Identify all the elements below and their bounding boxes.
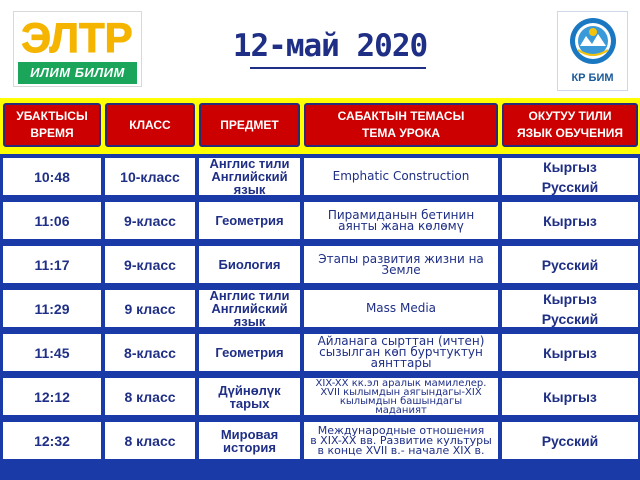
kr-bim-label: КР БИМ [571,72,614,84]
subject-cell: Мировая история [199,422,300,459]
table-row [0,202,640,239]
class-cell: 9 класс [105,290,195,327]
time-cell: 12:32 [3,422,101,459]
class-cell: 9-класс [105,246,195,283]
kyrgyz-emblem-icon [568,16,618,66]
table-row [0,334,640,371]
time-cell: 11:45 [3,334,101,371]
class-cell: 8-класс [105,334,195,371]
schedule-table [0,154,640,480]
time-cell: 12:12 [3,378,101,415]
ilim-bilim-label: ИЛИМ БИЛИМ [18,62,137,84]
subject-cell: Геометрия [199,202,300,239]
language-cell: Кыргыз Русский [502,158,638,195]
language-cell: Кыргыз [502,202,638,239]
class-cell: 8 класс [105,378,195,415]
table-row [0,246,640,283]
topic-cell: Айланага сырттан (ичтен) сызылган көп бурчтуктун аянттары [304,334,498,371]
topic-cell: XIX-XX кк.эл аралык мамилелер. XVII кылымдын аягындагы-XIX кылымдын башындагы маданият [304,378,498,415]
topic-cell: Mass Media [304,290,498,327]
time-cell: 11:06 [3,202,101,239]
column-header-topic: САБАКТЫН ТЕМАСЫ ТЕМА УРОКА [304,103,498,147]
page-header [0,0,640,98]
table-row [0,158,640,195]
language-cell: Кыргыз [502,334,638,371]
topic-cell: Этапы развития жизни на Земле [304,246,498,283]
column-header-language: ОКУТУУ ТИЛИ ЯЗЫК ОБУЧЕНИЯ [502,103,638,147]
language-cell: Кыргыз [502,378,638,415]
subject-cell: Геометрия [199,334,300,371]
page-title: 12-май 2020 [232,28,428,64]
class-cell: 10-класс [105,158,195,195]
column-header-subject: ПРЕДМЕТ [199,103,300,147]
title-underline [250,67,426,69]
kr-bim-logo [557,11,628,91]
time-cell: 10:48 [3,158,101,195]
eltr-logo-mark [18,14,137,58]
language-cell: Русский [502,422,638,459]
language-cell: Кыргыз Русский [502,290,638,327]
topic-cell: Международные отношения в XIX-XX вв. Развитие культуры в конце XVII в.- начале XIX в. [304,422,498,459]
eltr-logo [13,11,142,87]
table-row [0,422,640,459]
class-cell: 9-класс [105,202,195,239]
time-cell: 11:17 [3,246,101,283]
topic-cell: Emphatic Construction [304,158,498,195]
class-cell: 8 класс [105,422,195,459]
subject-cell: Дүйнөлүк тарых [199,378,300,415]
eltr-logo-text: ЭЛТР [21,14,133,58]
column-header-class: КЛАСС [105,103,195,147]
subject-cell: Англис тили Английский язык [199,158,300,195]
time-cell: 11:29 [3,290,101,327]
table-row [0,290,640,327]
topic-cell: Пирамиданын бетинин аянты жана көлөмү [304,202,498,239]
table-row [0,378,640,415]
column-header-time: УБАКТЫСЫ ВРЕМЯ [3,103,101,147]
subject-cell: Биология [199,246,300,283]
subject-cell: Англис тили Английский язык [199,290,300,327]
language-cell: Русский [502,246,638,283]
